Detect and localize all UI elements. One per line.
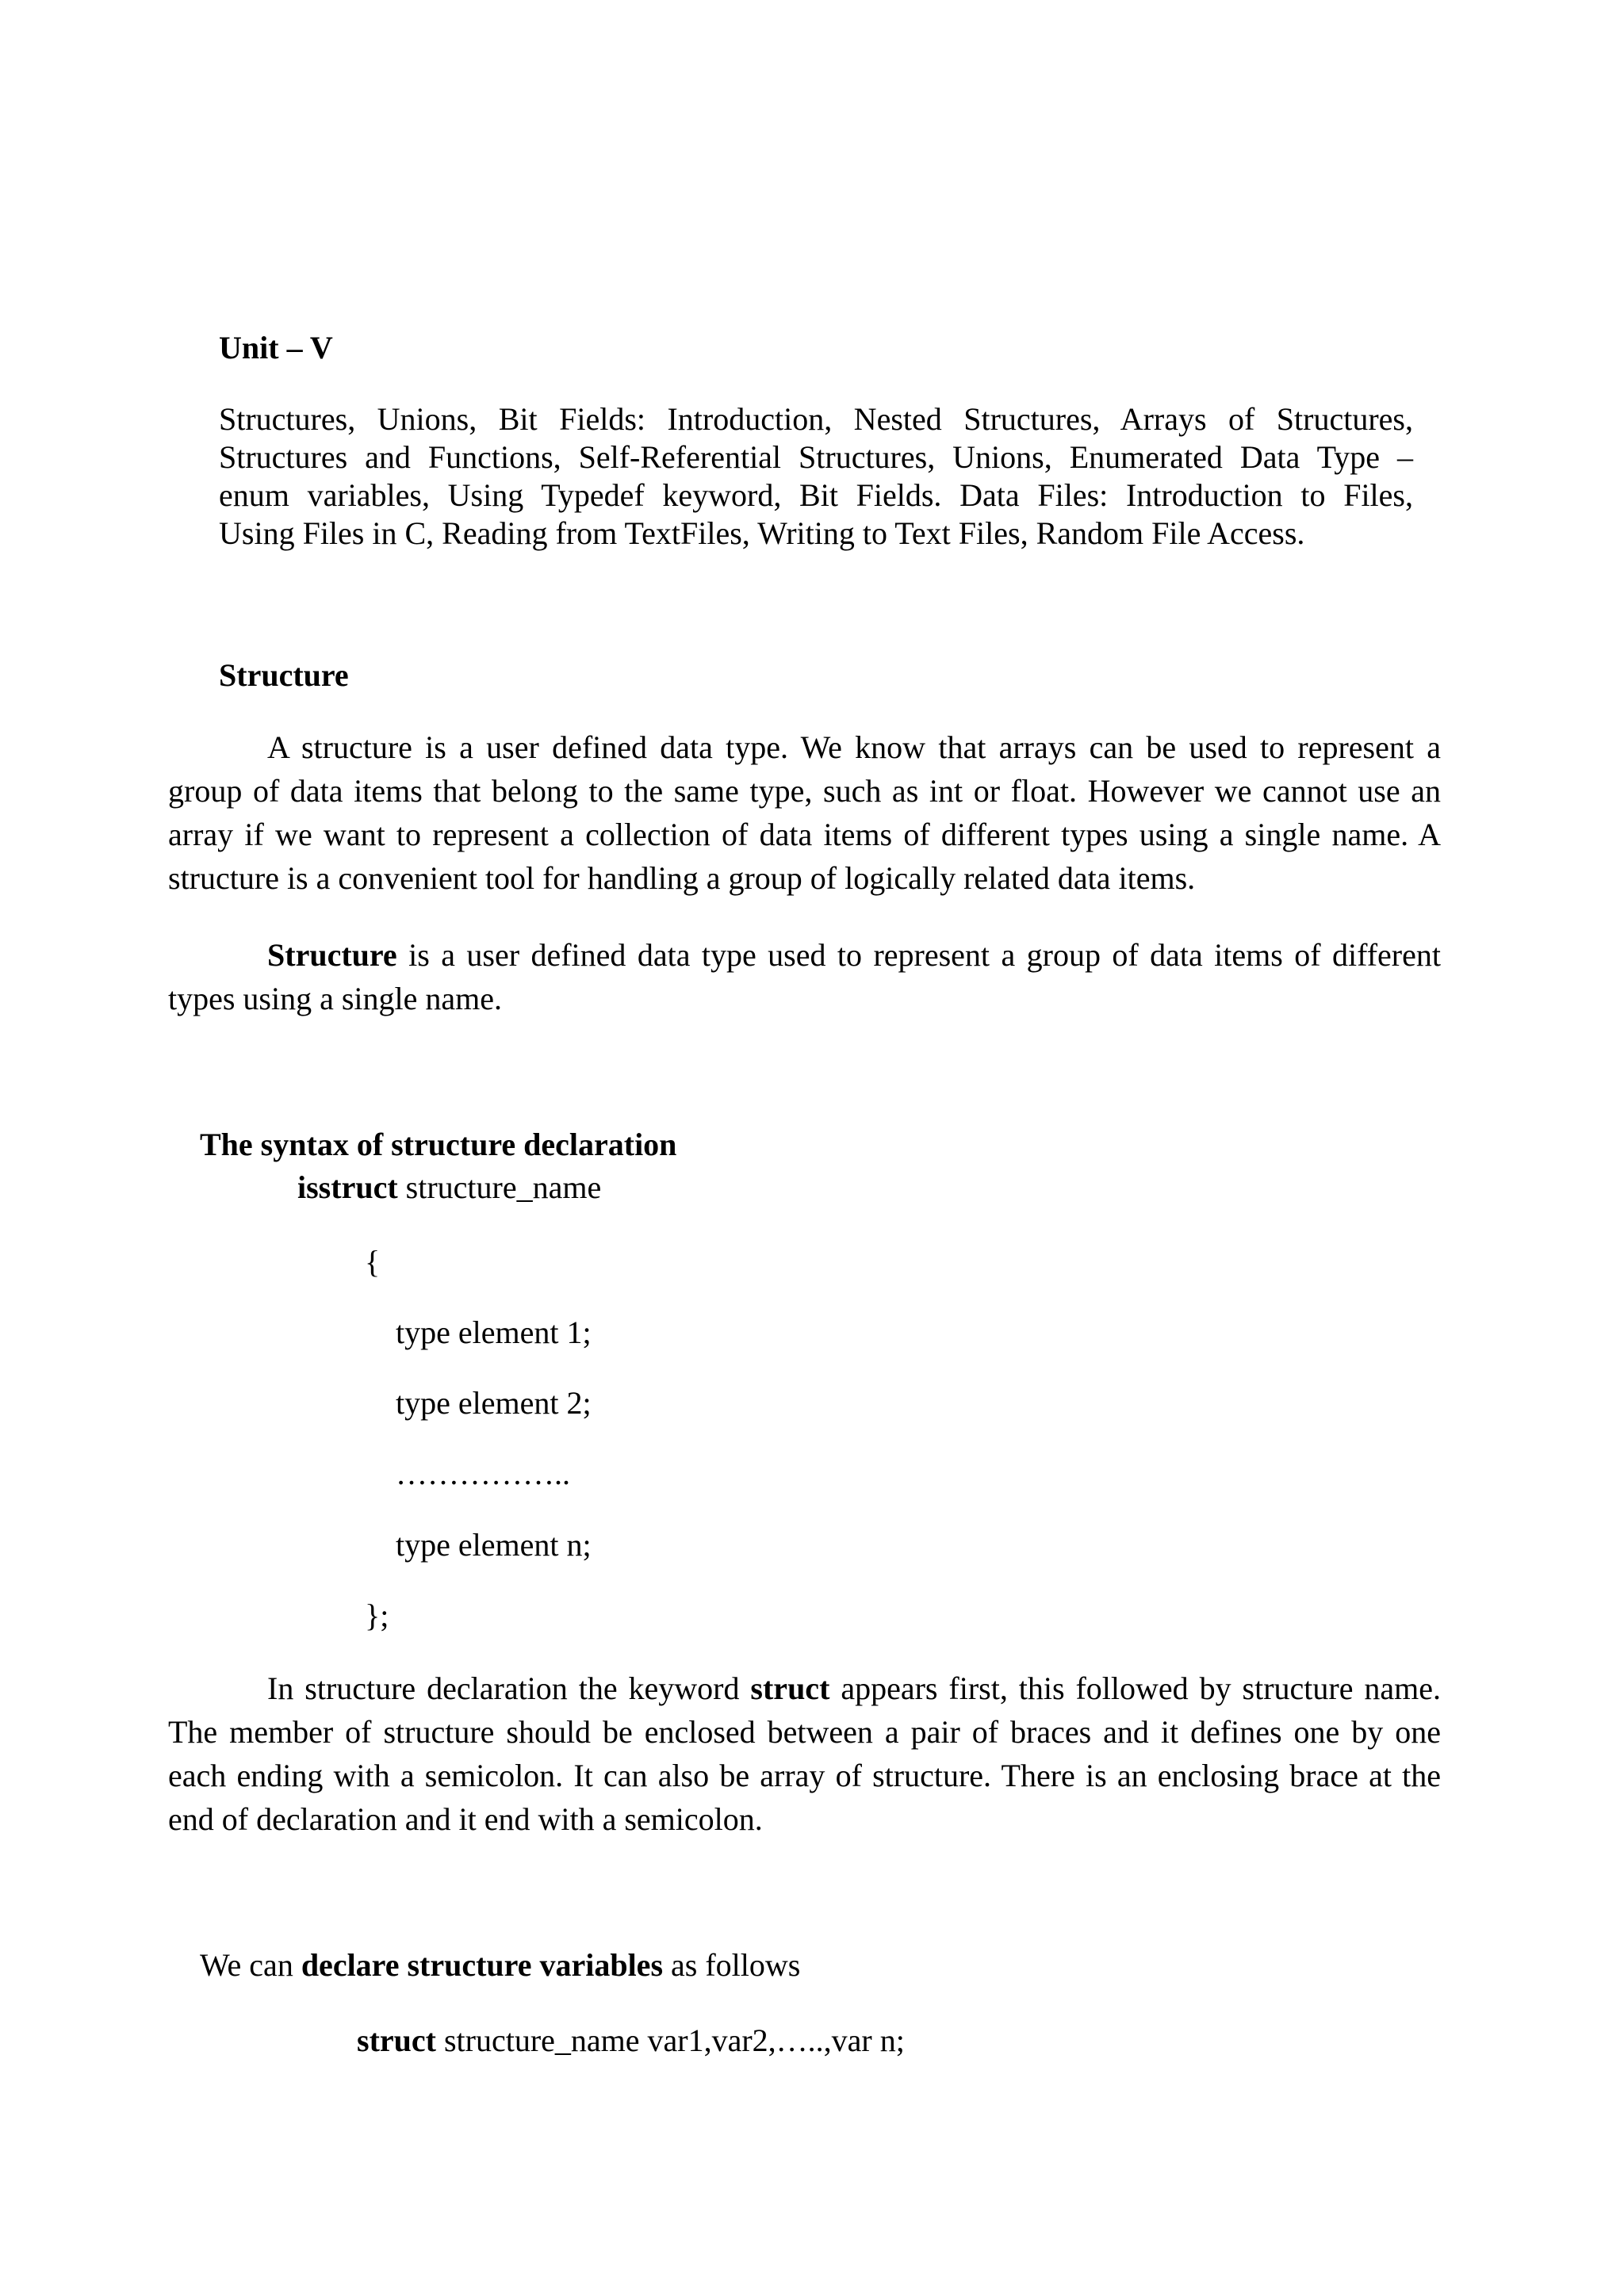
syntax-element: type element 1; bbox=[396, 1314, 592, 1350]
syllabus-line: Structures, Unions, Bit Fields: Introduction, Nested Structures, Arrays of Structures, bbox=[219, 401, 1413, 437]
syllabus-line: Structures and Functions, Self-Referential Structures, Unions, Enumerated Data Type – bbox=[219, 439, 1413, 475]
definition-term: Structure bbox=[267, 937, 397, 973]
syntax-heading: The syntax of structure declaration bbox=[200, 1127, 677, 1162]
definition-line-2: types using a single name. bbox=[168, 981, 503, 1016]
syntax-open-brace: { bbox=[365, 1244, 381, 1280]
explanation-line: The member of structure should be enclosed between a pair of braces and it defines one by one bbox=[168, 1714, 1441, 1750]
explanation-keyword: struct bbox=[750, 1670, 830, 1706]
explanation-text: In structure declaration the keyword bbox=[267, 1670, 751, 1706]
syntax-element: type element n; bbox=[396, 1527, 592, 1563]
variables-code-keyword: struct bbox=[357, 2022, 436, 2058]
unit-heading: Unit – V bbox=[219, 330, 333, 365]
explanation-paragraph bbox=[168, 1667, 1441, 1841]
syntax-structure-name: structure_name bbox=[397, 1169, 602, 1205]
structure-heading: Structure bbox=[219, 657, 349, 693]
syntax-declaration-line bbox=[297, 1169, 601, 1206]
syntax-keyword: isstruct bbox=[297, 1169, 398, 1205]
explanation-text: appears first, this followed by structure name. bbox=[829, 1670, 1442, 1706]
syllabus-line: Using Files in C, Reading from TextFiles, Writing to Text Files, Random File Access. bbox=[219, 515, 1305, 551]
variables-code-text: structure_name var1,var2,…..,var n; bbox=[435, 2022, 905, 2058]
syntax-close-brace: }; bbox=[365, 1598, 389, 1633]
variables-bold: declare structure variables bbox=[301, 1947, 664, 1983]
variables-text: as follows bbox=[663, 1947, 801, 1983]
syllabus-paragraph bbox=[219, 400, 1413, 553]
intro-line: structure is a convenient tool for handling a group of logically related data items. bbox=[168, 860, 1196, 896]
intro-paragraph bbox=[168, 725, 1441, 900]
variables-sentence bbox=[200, 1946, 800, 1984]
explanation-line bbox=[168, 1667, 1441, 1710]
explanation-line: each ending with a semicolon. It can also be array of structure. There is an enclosing brace at the bbox=[168, 1758, 1441, 1793]
intro-line: A structure is a user defined data type. We know that arrays can be used to represent a bbox=[267, 729, 1441, 765]
intro-line: group of data items that belong to the same type, such as int or float. However we cannot use an bbox=[168, 773, 1441, 809]
syntax-element: type element 2; bbox=[396, 1385, 592, 1421]
definition-line bbox=[168, 933, 1441, 977]
syntax-element: …………….. bbox=[396, 1456, 570, 1491]
definition-text: is a user defined data type used to represent a group of data items of different bbox=[396, 937, 1441, 973]
intro-line: array if we want to represent a collection of data items of different types using a single name. A bbox=[168, 817, 1441, 852]
syllabus-line: enum variables, Using Typedef keyword, Bit Fields. Data Files: Introduction to Files, bbox=[219, 477, 1413, 513]
variables-code-line bbox=[357, 2022, 905, 2059]
variables-text: We can bbox=[200, 1947, 301, 1983]
explanation-line: end of declaration and it end with a semicolon. bbox=[168, 1801, 763, 1837]
definition-paragraph bbox=[168, 933, 1441, 1020]
